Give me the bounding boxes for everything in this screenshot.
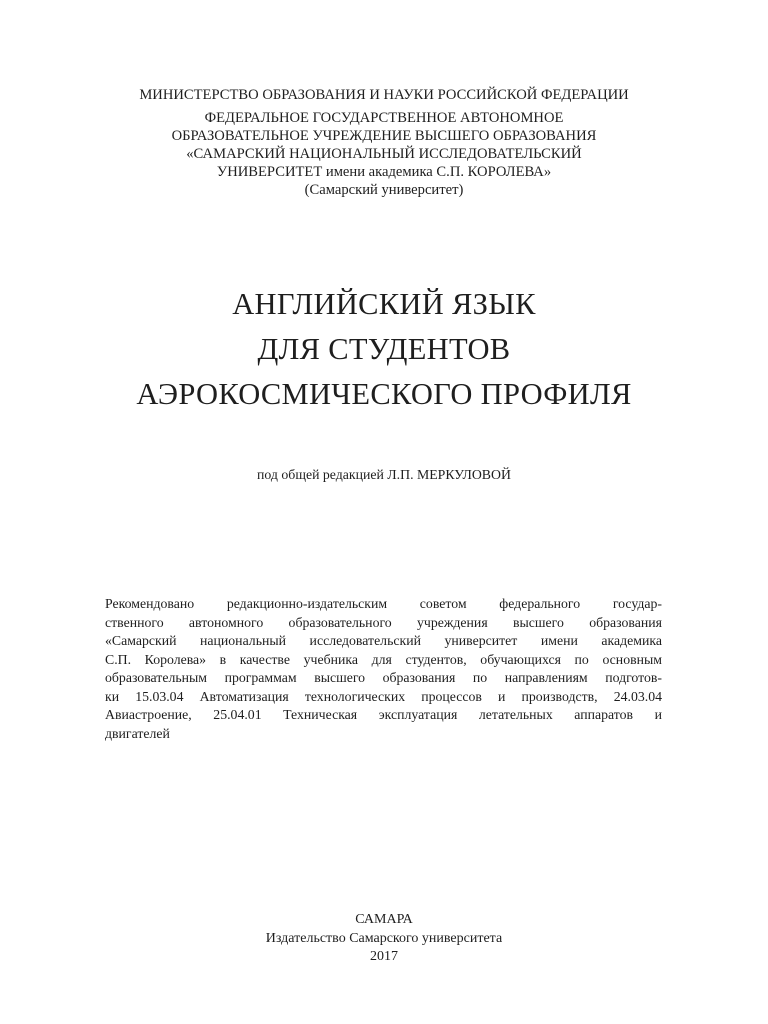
book-title — [0, 282, 768, 417]
title-line: АНГЛИЙСКИЙ ЯЗЫК — [232, 287, 536, 321]
ministry-heading: МИНИСТЕРСТВО ОБРАЗОВАНИЯ И НАУКИ РОССИЙСКОЙ ФЕДЕРАЦИИ — [139, 87, 629, 103]
editor-credit: под общей редакцией Л.П. МЕРКУЛОВОЙ — [257, 467, 511, 482]
institution-short-name: (Самарский университет) — [304, 182, 464, 198]
publisher-imprint — [0, 911, 768, 967]
recommendation-paragraph — [105, 595, 662, 743]
recommendation-line: ственного автономного образовательного учреждения высшего образования — [105, 614, 662, 630]
institution-line: УНИВЕРСИТЕТ имени академика С.П. КОРОЛЕВА» — [216, 164, 552, 180]
recommendation-line: ки 15.03.04 Автоматизация технологических процессов и производств, 24.03.04 — [105, 688, 662, 704]
recommendation-line: С.П. Королева» в качестве учебника для студентов, обучающихся по основным — [105, 651, 662, 667]
title-line: ДЛЯ СТУДЕНТОВ — [257, 332, 511, 366]
recommendation-line: Авиастроение, 25.04.01 Техническая эксплуатация летательных аппаратов и — [105, 707, 662, 722]
publication-year: 2017 — [370, 949, 398, 964]
recommendation-line: двигателей — [105, 725, 170, 741]
institution-line: «САМАРСКИЙ НАЦИОНАЛЬНЫЙ ИССЛЕДОВАТЕЛЬСКИЙ — [186, 146, 582, 162]
institution-line: ФЕДЕРАЛЬНОЕ ГОСУДАРСТВЕННОЕ АВТОНОМНОЕ — [204, 110, 564, 126]
institution-line: ОБРАЗОВАТЕЛЬНОЕ УЧРЕЖДЕНИЕ ВЫСШЕГО ОБРАЗОВАНИЯ — [171, 128, 597, 144]
title-line: АЭРОКОСМИЧЕСКОГО ПРОФИЛЯ — [136, 377, 632, 411]
recommendation-line: образовательным программам высшего образования по направлениям подготов- — [105, 670, 662, 685]
publisher-house: Издательство Самарского университета — [265, 930, 503, 946]
recommendation-line: Рекомендовано редакционно-издательским советом федерального государ- — [105, 596, 662, 611]
institution-name — [0, 109, 768, 199]
publisher-city: САМАРА — [355, 912, 413, 927]
recommendation-line: «Самарский национальный исследовательский университет имени академика — [105, 633, 662, 648]
